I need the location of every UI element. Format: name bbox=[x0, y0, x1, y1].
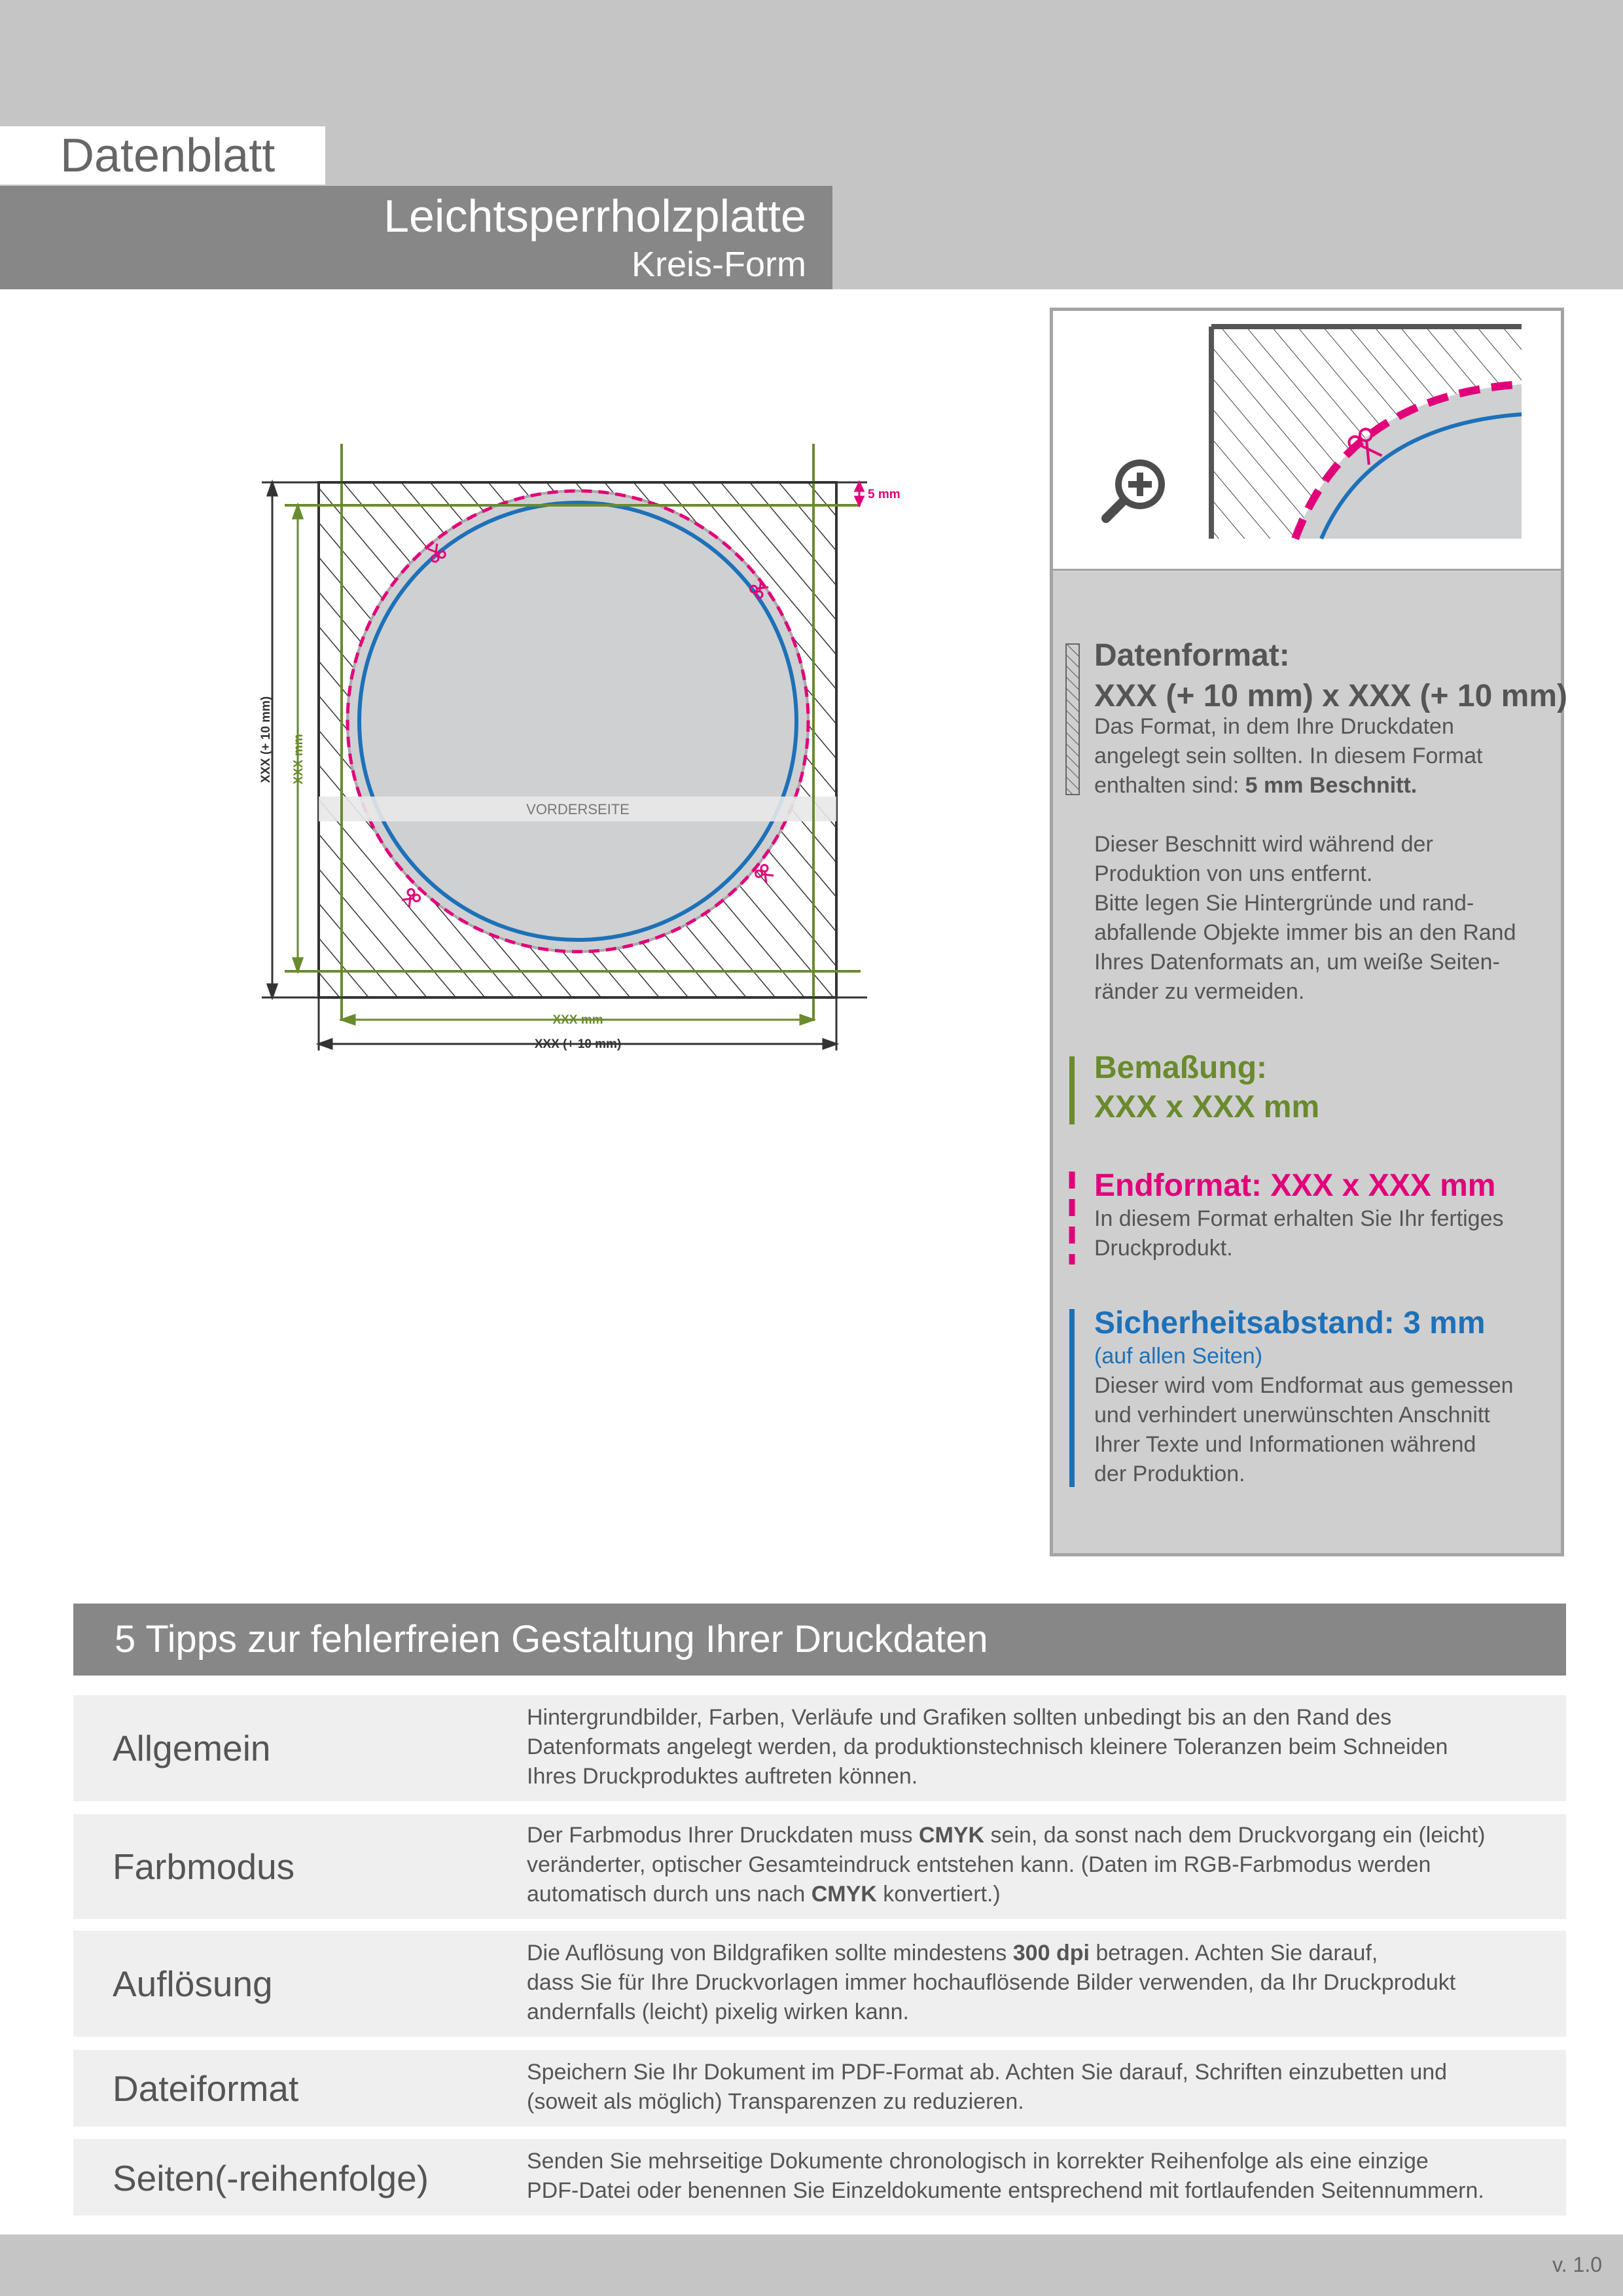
tip-text: Senden Sie mehrseitige Dokumente chronologisch in korrekter Reihenfolge als eine einzige PDF-Datei oder benennen Sie Einzeldokumente entsprechend mit fortlaufenden Seitennummern. bbox=[527, 2149, 1484, 2203]
sicherheit-text-2: und verhindert unerwünschten Anschnitt bbox=[1094, 1403, 1490, 1427]
width-inner-label: XXX mm bbox=[552, 1013, 603, 1027]
bemassung-marker bbox=[1069, 1056, 1075, 1124]
bleed-label: 5 mm bbox=[868, 488, 901, 501]
tip-label: Dateiformat bbox=[113, 2068, 299, 2109]
sicherheit-title: Sicherheitsabstand: 3 mm bbox=[1094, 1306, 1486, 1340]
datenformat-value: XXX (+ 10 mm) x XXX (+ 10 mm) bbox=[1094, 679, 1567, 713]
datenformat-text-1: Das Format, in dem Ihre Druckdaten bbox=[1094, 714, 1454, 739]
sicherheit-text-4: der Produktion. bbox=[1094, 1462, 1245, 1486]
version-label: v. 1.0 bbox=[1552, 2253, 1602, 2276]
tip-text: Der Farbmodus Ihrer Druckdaten muss CMYK sein, da sonst nach dem Druckvorgang ein (leicht) veränderter, optischer Gesamteindruck entstehen kann. (Daten im RGB-Farbmodus werden automatisch durch uns nach CMYK konvertiert.) bbox=[527, 1823, 1486, 1907]
beschnitt-text-2: Produktion von uns entfernt. bbox=[1094, 861, 1373, 886]
tip-label: Auflösung bbox=[113, 1964, 273, 2004]
sicherheit-text-3: Ihrer Texte und Informationen während bbox=[1094, 1432, 1476, 1457]
sicherheit-marker bbox=[1069, 1309, 1075, 1487]
endformat-text-1: In diesem Format erhalten Sie Ihr fertiges bbox=[1094, 1206, 1504, 1231]
tip-row-seiten bbox=[73, 2139, 1566, 2215]
datenformat-text-3: enthalten sind: 5 mm Beschnitt. bbox=[1094, 773, 1418, 798]
datenformat-marker bbox=[1065, 643, 1080, 795]
bleed-marker bbox=[855, 482, 863, 505]
sicherheit-subtitle: (auf allen Seiten) bbox=[1094, 1344, 1263, 1369]
beschnitt-text-3: Bitte legen Sie Hintergründe und rand- bbox=[1094, 891, 1474, 916]
sicherheit-text-1: Dieser wird vom Endformat aus gemessen bbox=[1094, 1373, 1514, 1398]
beschnitt-text-4: abfallende Objekte immer bis an den Rand bbox=[1094, 920, 1516, 945]
footer-band bbox=[0, 2234, 1623, 2296]
zoom-detail-box bbox=[1050, 308, 1564, 572]
endformat-title: Endformat: XXX x XXX mm bbox=[1094, 1168, 1496, 1203]
tip-label: Farbmodus bbox=[113, 1846, 295, 1887]
beschnitt-text-1: Dieser Beschnitt wird während der bbox=[1094, 832, 1433, 857]
tip-label: Allgemein bbox=[113, 1728, 271, 1768]
product-title: Leichtsperrholzplatte bbox=[383, 190, 806, 242]
tip-text: Die Auflösung von Bildgrafiken sollte mindestens 300 dpi betragen. Achten Sie darauf, dass Sie für Ihre Druckvorlagen immer hochauflösende Bilder verwenden, da Ihr Druckprodukt andernfalls (leicht) pixelig wirken kann. bbox=[527, 1941, 1456, 2024]
beschnitt-text-5: Ihres Datenformats an, um weiße Seiten- bbox=[1094, 950, 1500, 975]
beschnitt-text-6: ränder zu vermeiden. bbox=[1094, 979, 1305, 1004]
product-subtitle: Kreis-Form bbox=[632, 245, 806, 284]
endformat-text-2: Druckprodukt. bbox=[1094, 1236, 1233, 1261]
format-diagram bbox=[242, 432, 949, 1060]
front-label: VORDERSEITE bbox=[526, 801, 630, 817]
endformat-marker bbox=[1068, 1172, 1076, 1265]
doc-label: Datenblatt bbox=[60, 130, 276, 182]
tip-row-allgemein bbox=[73, 1695, 1566, 1801]
tip-row-aufloesung bbox=[73, 1931, 1566, 2037]
tip-text: Speichern Sie Ihr Dokument im PDF-Format ab. Achten Sie darauf, Schriften einzubetten und (soweit als möglich) Transparenzen zu reduzieren. bbox=[527, 2060, 1448, 2114]
datenformat-title: Datenformat: bbox=[1094, 638, 1290, 673]
bemassung-value: XXX x XXX mm bbox=[1094, 1090, 1320, 1124]
height-outer-label: XXX (+ 10 mm) bbox=[259, 696, 273, 783]
bemassung-title: Bemaßung: bbox=[1094, 1050, 1267, 1085]
zoom-detail bbox=[1053, 311, 1561, 569]
tips-title: 5 Tipps zur fehlerfreien Gestaltung Ihrer Druckdaten bbox=[115, 1618, 988, 1660]
tip-row-dateiformat bbox=[73, 2050, 1566, 2126]
datenformat-text-2: angelegt sein sollten. In diesem Format bbox=[1094, 744, 1483, 768]
width-outer-label: XXX (+ 10 mm) bbox=[534, 1037, 622, 1051]
tip-row-farbmodus bbox=[73, 1814, 1566, 1919]
height-inner-label: XXX mm bbox=[292, 734, 306, 785]
tip-label: Seiten(-reihenfolge) bbox=[113, 2158, 429, 2198]
product-circle bbox=[348, 491, 808, 952]
tip-text: Hintergrundbilder, Farben, Verläufe und Grafiken sollten unbedingt bis an den Rand des Datenformats angelegt werden, da produktionstechnisch kleinere Toleranzen beim Schneiden Ihres Druckproduktes auftreten können. bbox=[527, 1705, 1448, 1789]
zoom-in-icon bbox=[1106, 459, 1165, 518]
